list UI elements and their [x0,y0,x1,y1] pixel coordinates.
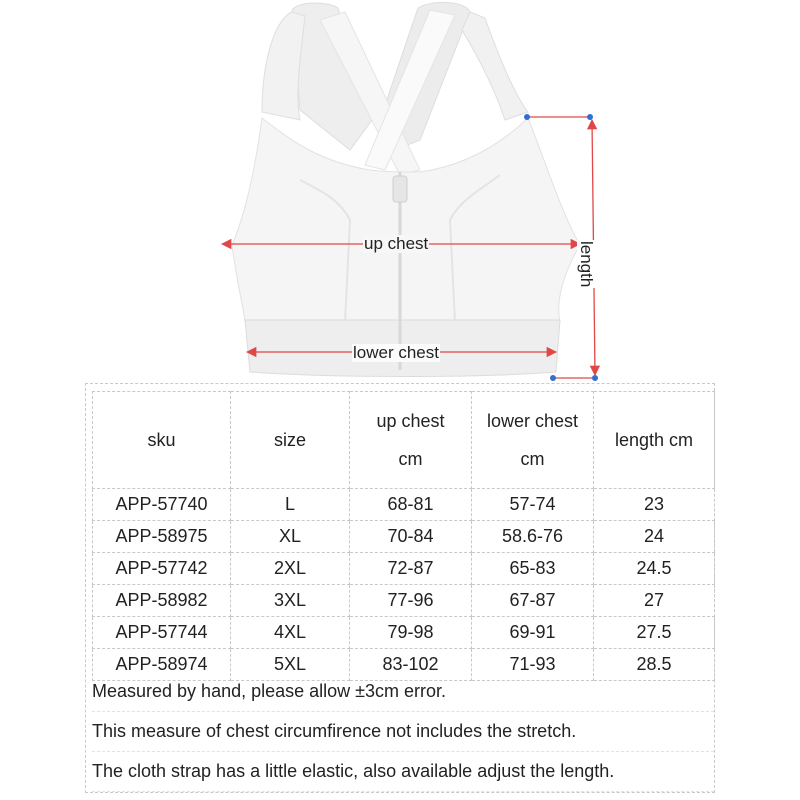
header-sku: sku [93,392,231,489]
header-size: size [231,392,350,489]
cell-sku: APP-58974 [93,649,231,681]
table-row [93,489,715,521]
cell-sku: APP-58975 [93,521,231,553]
measure-point [592,375,598,381]
product-figure [0,0,800,390]
measure-point [587,114,593,120]
cell-up-chest: 68-81 [350,489,472,521]
cell-lower-chest: 65-83 [472,553,594,585]
cell-length: 24 [594,521,715,553]
up-chest-label: up chest [364,234,429,253]
cell-length: 27.5 [594,617,715,649]
cell-sku: APP-57742 [93,553,231,585]
cell-up-chest: 77-96 [350,585,472,617]
measure-point [524,114,530,120]
table-row [93,617,715,649]
cell-size: L [231,489,350,521]
note-error: Measured by hand, please allow ±3cm error. [92,672,714,712]
table-header-row [93,392,715,489]
cell-lower-chest: 67-87 [472,585,594,617]
size-chart-table [92,391,715,681]
note-strap: The cloth strap has a little elastic, also available adjust the length. [92,752,714,792]
cell-length: 24.5 [594,553,715,585]
header-length: length cm [594,392,715,489]
cell-up-chest: 72-87 [350,553,472,585]
lower-chest-label: lower chest [353,343,439,362]
header-up-chest-line2: cm [398,449,423,469]
cell-up-chest: 79-98 [350,617,472,649]
cell-up-chest: 83-102 [350,649,472,681]
note-stretch: This measure of chest circumfirence not includes the stretch. [92,712,714,752]
cell-sku: APP-58982 [93,585,231,617]
cell-up-chest: 70-84 [350,521,472,553]
cell-length: 27 [594,585,715,617]
header-lower-chest [472,392,594,489]
cell-lower-chest: 58.6-76 [472,521,594,553]
table-row [93,553,715,585]
measurement-notes [92,672,714,792]
header-lower-chest-line1: lower chest [486,411,579,431]
header-lower-chest-line2: cm [520,449,545,469]
length-label: length [577,241,596,288]
cell-length: 28.5 [594,649,715,681]
cell-lower-chest: 71-93 [472,649,594,681]
cell-size: XL [231,521,350,553]
header-up-chest-line1: up chest [376,411,445,431]
cell-lower-chest: 57-74 [472,489,594,521]
header-up-chest [350,392,472,489]
sports-bra-image [0,0,800,390]
cell-length: 23 [594,489,715,521]
table-row [93,521,715,553]
cell-size: 3XL [231,585,350,617]
table-row [93,585,715,617]
cell-size: 5XL [231,649,350,681]
cell-sku: APP-57740 [93,489,231,521]
cell-size: 2XL [231,553,350,585]
cell-lower-chest: 69-91 [472,617,594,649]
measure-point [550,375,556,381]
cell-sku: APP-57744 [93,617,231,649]
cell-size: 4XL [231,617,350,649]
